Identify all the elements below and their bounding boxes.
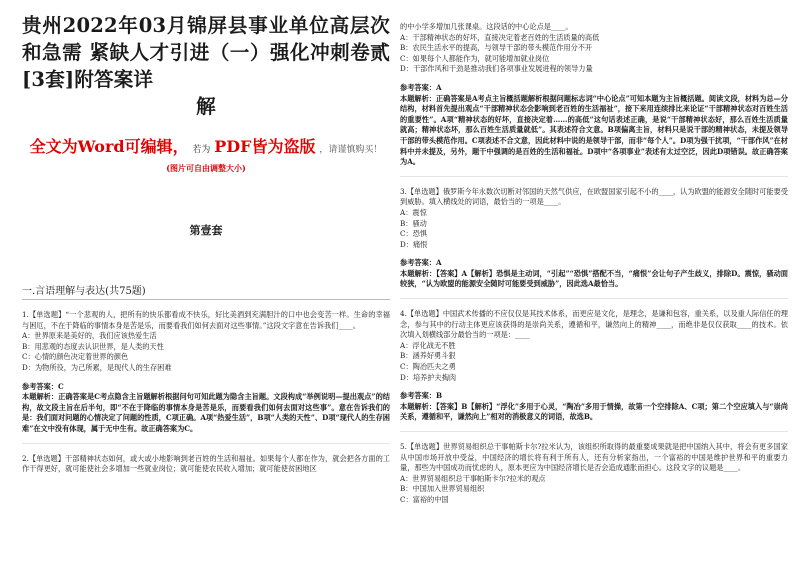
question-2-option-d: D：干部作风和干劲是推动我们各项事业发展进程的领导力量 bbox=[400, 64, 593, 74]
question-5-stem: 5.【单选题】世界贸易组织总干事帕斯卡尔?拉米认为，该组织所取得的最重要成果就是把中国纳入其中，将会有更多国家从中国市场开放中受益，中国经济的增长将有利于所有人，还有分析家指出，一个富裕的中国是维护世界和平的重要力量，那些为中国成功而忧虑的人，原本更应为中国经济增长是否会造成通胀而担心。这段文字的议题是____。 bbox=[400, 442, 788, 473]
question-4-explanation: 本题解析：【答案】B【解析】“浮化”多用于心灵，“陶冶”多用于情操，故第一个空排除A、C项；第二个空应填入与“崇尚关系，遵循和平，谦然向上”相对的消极意义的词语，故选B。 bbox=[400, 401, 788, 422]
divider bbox=[400, 298, 788, 299]
title-line-2: 紧缺人才引进（一）强化冲刺卷贰[3套]附答案详 bbox=[22, 41, 390, 91]
divider bbox=[22, 443, 390, 444]
question-3-explanation: 本题解析：【答案】A【解析】恐惧是主动词，“引起”“恐惧”搭配不当，“痛恨”会让句子产生歧义，排除D。震惊，骚动面较狭，“认为欧盟的能源安全随时可能要受到威胁”，因此选A最恰当。 bbox=[400, 268, 788, 289]
question-2-option-b: B：农民生活水平的提高，与领导干部的带头模范作用分不开 bbox=[400, 43, 593, 53]
document-title bbox=[22, 12, 390, 120]
question-5-option-c: C：富裕的中国 bbox=[400, 494, 449, 504]
question-1-option-a: A：世界原来是美好的，我们应该热爱生活 bbox=[22, 331, 157, 341]
question-2-stem: 2.【单选题】干部精神状态如何，或大或小地影响到老百姓的生活和福祉。如果每个人都在作为，就会把各方面的工作干得更好，就可能使社会多增加一些就业岗位；就可能使农民收入增加；就可能使贫困地区 bbox=[22, 453, 390, 474]
question-4-stem: 4.【单选题】中国武术传播的不应仅仅是其技术体系，而更应是文化，是理念，是谦和包容，重关系，以及重人际信任的理念，参与其中的行动主体更应该获得的是崇尚关系，遵循和平，谦然向上的精神____，而绝非是仅仅获取____的技术。依次填入划横线部分最恰当的一项是：____ bbox=[400, 309, 788, 340]
question-1-option-c: C：心情的颜色决定着世界的颜色 bbox=[22, 352, 129, 362]
question-2-option-c: C：如果每个人都能作为，就可能增加就业岗位 bbox=[400, 53, 550, 63]
question-2-answer: 参考答案：A bbox=[400, 82, 442, 92]
question-3-option-c: C：恐惧 bbox=[400, 229, 428, 239]
question-2-explanation: 本题解析：正确答案是A考点主旨概括题解析根据问题标志词“中心论点”可知本题为主旨概括题。阅读文段，材料为总—分结构，材料首先提出观点“干部精神状态会影响到老百姓的生活福祉”，接下来用连续排比来论证“干部精神状态对百姓生活的重要性”。A项“精神状态的好坏，直接决定着……的高低”这句话表述正确，是说“干部精神状态好，那么百姓生活质量就高；精神状态坏，那么百姓生活质量就低”。其表述符合文意。B项偏离主旨，材料只是说干部的精神状态，未提及领导干部的带头模范作用。C项表述不合文意，因此材料中说的是领导干部，而非“每个人”。D项为强干扰项，“干部作风”在材料中并未提及，另外，题干中强调的是百姓的生活和福祉。D项中“各项事业”表述有太过空泛，因此D项错误。故正确答案为A。 bbox=[400, 93, 788, 167]
notice-word: 全文为Word可编辑， bbox=[29, 137, 189, 156]
question-3-option-b: B：骚动 bbox=[400, 218, 427, 228]
question-5-option-a: A：世界贸易组织总干事帕斯卡尔?拉米的观点 bbox=[400, 473, 546, 483]
notice-mid: 若为 bbox=[192, 145, 211, 155]
question-1-answer: 参考答案：C bbox=[22, 381, 64, 391]
notice-pdf: PDF皆为盗版 bbox=[214, 137, 316, 156]
question-4-answer: 参考答案：B bbox=[400, 391, 443, 401]
question-1-explanation: 本题解析：正确答案是C考点隐含主旨题解析根据问句可知此题为隐含主旨题。文段构成“举例说明—提出观点”的结构，故文段主旨在后半句，即“不在于降临的事情本身是苦是乐，而要看我们如何去面对这些事”。意在告诉我们的是：我们面对问题的心情决定了问题的性质，C项正确。A项“热爱生活”，B项“人类的天性”、D项“现代人的生存困难”在文中没有体现，属于无中生有。故正确答案为C。 bbox=[22, 392, 390, 433]
title-line-3: 解 bbox=[196, 95, 216, 118]
set-label: 第壹套 bbox=[189, 224, 223, 237]
question-1-stem: 1.【单选题】“一个悲观的人，把所有的快乐都看成不快乐，好比美酒到充满胆汁的口中也会变苦一样。生命的幸福与困厄，不在于降临的事情本身是苦是乐，而要看我们如何去面对这些事情。”这段文字意在告诉我们____。 bbox=[22, 310, 390, 330]
question-1-option-d: D：为物所役，为己所累，是现代人的生存困难 bbox=[22, 362, 172, 372]
question-3-answer: 参考答案：A bbox=[400, 258, 442, 268]
divider bbox=[400, 176, 788, 177]
question-4-option-c: C：陶冶匹夫之勇 bbox=[400, 362, 456, 372]
question-2-stem-continued: 的中小学多增加几张课桌。这段话的中心论点是____。 bbox=[400, 22, 573, 31]
notice-subtitle: (图片可自由调整大小) bbox=[166, 163, 246, 173]
left-column bbox=[22, 0, 390, 565]
question-1-option-b: B：用悲观的态度去认识世界，是人类的天性 bbox=[22, 341, 164, 351]
question-4-option-b: B：涵养好勇斗狠 bbox=[400, 351, 456, 361]
question-5-option-b: B：中国加入世界贸易组织 bbox=[400, 484, 485, 494]
divider bbox=[400, 431, 788, 432]
notice-end: ，请谨慎购买！ bbox=[319, 145, 383, 155]
question-4-option-d: D：培养护夫掏肉 bbox=[400, 372, 457, 382]
section-heading: 一.言语理解与表达(共75题) bbox=[22, 282, 390, 300]
question-3-option-d: D：痛恨 bbox=[400, 239, 428, 249]
title-line-1: 贵州2022年03月锦屏县事业单位高层次和急需 bbox=[22, 14, 390, 64]
question-4-option-a: A：浮化战无不胜 bbox=[400, 340, 456, 350]
question-3-stem: 3.【单选题】俄罗斯今年永数次切断对邻国的天然气供应，在欧盟国家引起不小的____，认为欧盟的能源安全随时可能要受到威胁。填入横线处的词语，最恰当的一项是____。 bbox=[400, 186, 788, 207]
question-3-option-a: A：震惊 bbox=[400, 207, 427, 217]
question-2-option-a: A：干部精神状态的好坏，直接决定着老百姓的生活质量的高低 bbox=[400, 32, 600, 42]
right-column bbox=[400, 0, 788, 565]
notice-line bbox=[22, 134, 390, 157]
